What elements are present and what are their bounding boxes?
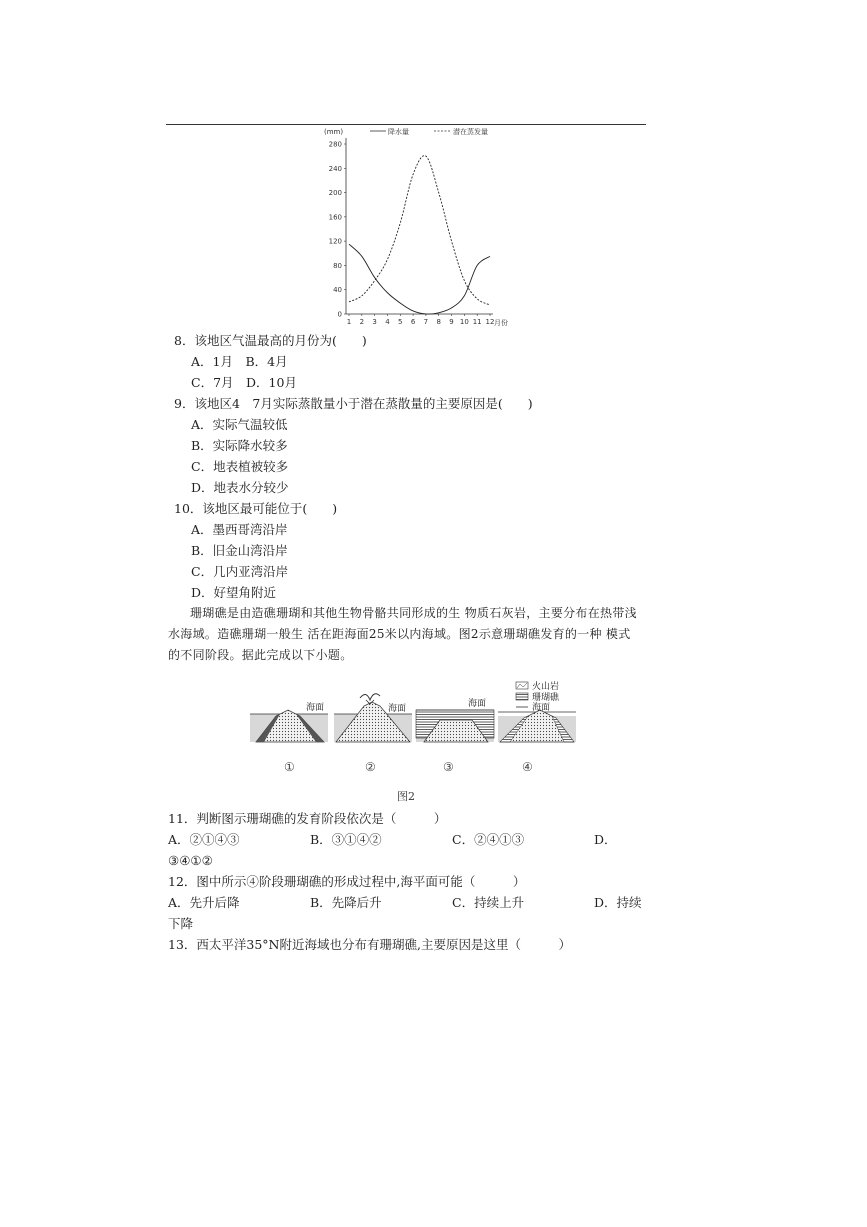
x-tick-label: 2 <box>359 318 365 326</box>
q11-option-d-text[interactable]: ③④①② <box>168 853 213 868</box>
y-tick-label: 280 <box>328 140 342 149</box>
q10-option-c[interactable]: C．几内亚湾沿岸 <box>191 564 289 579</box>
q11-option-c[interactable]: C．②④①③ <box>452 832 525 847</box>
sea-label-2: 海面 <box>388 704 407 714</box>
stage-label-2: ② <box>365 760 376 774</box>
x-tick-label: 5 <box>398 318 403 326</box>
y-tick-label: 200 <box>328 189 342 198</box>
stage-label-1: ① <box>284 760 295 774</box>
q11-option-a[interactable]: A．②①④③ <box>168 832 240 847</box>
x-tick-label: 3 <box>372 318 377 326</box>
x-tick-label: 12 <box>485 318 495 326</box>
q12-option-b[interactable]: B．先降后升 <box>310 895 382 910</box>
q12-option-d[interactable]: D．持续 <box>594 895 642 910</box>
q9-option-d[interactable]: D．地表水分较少 <box>191 480 289 495</box>
sea-label-1: 海面 <box>306 703 325 713</box>
figure-caption: 图2 <box>397 790 415 803</box>
passage-line-3: 的不同阶段。据此完成以下小题。 <box>168 648 353 662</box>
x-tick-label: 7 <box>423 318 429 326</box>
q10-stem: 10．该地区最可能位于( ) <box>174 501 338 516</box>
q12-option-d-text[interactable]: 下降 <box>168 916 194 931</box>
chart-axes <box>329 138 495 326</box>
stage-3-diagram <box>416 697 494 742</box>
q9-option-c[interactable]: C．地表植被较多 <box>191 459 289 474</box>
x-tick-label: 9 <box>449 318 454 326</box>
chart-series <box>349 156 490 314</box>
legend-evap: 潜在蒸发量 <box>453 128 488 136</box>
x-tick-label: 10 <box>459 318 469 326</box>
y-tick-label: 40 <box>333 286 342 295</box>
q10-option-a[interactable]: A．墨西哥湾沿岸 <box>191 522 288 537</box>
q11-option-d[interactable]: D． <box>594 832 617 847</box>
passage-line-2: 水海域。造礁珊瑚一般生 活在距海面25米以内海域。图2示意珊瑚礁发育的一种 模式 <box>168 627 631 641</box>
sea-label-3: 海面 <box>468 699 487 709</box>
y-tick-label: 120 <box>328 237 342 246</box>
q9-stem: 9．该地区4 7月实际蒸散量小于潜在蒸散量的主要原因是( ) <box>174 396 533 411</box>
q11-stem: 11．判断图示珊瑚礁的发育阶段依次是（ ） <box>168 811 447 826</box>
q9-option-b[interactable]: B．实际降水较多 <box>191 438 288 453</box>
series-line-evaporation <box>349 156 490 305</box>
q12-option-c[interactable]: C．持续上升 <box>452 895 525 910</box>
q12-stem: 12．图中所示④阶段珊瑚礁的形成过程中,海平面可能（ ） <box>168 874 526 889</box>
y-tick-label: 0 <box>337 310 342 319</box>
coral-reef-figure <box>248 676 578 746</box>
x-tick-label: 8 <box>436 318 441 326</box>
passage-line-1: 珊瑚礁是由造礁珊瑚和其他生物骨骼共同形成的生 物质石灰岩，主要分布在热带浅 <box>190 606 637 620</box>
x-tick-label: 4 <box>385 318 390 326</box>
q8-options-ab[interactable]: A．1月 B．4月 <box>191 354 288 369</box>
x-tick-label: 1 <box>346 318 352 326</box>
y-tick-label: 240 <box>328 164 342 173</box>
q8-options-cd[interactable]: C．7月 D．10月 <box>191 375 297 390</box>
stage-4-diagram <box>498 680 576 742</box>
legend-sea: 海面 <box>532 703 551 713</box>
series-line-precipitation <box>349 244 490 314</box>
stage-2-diagram <box>334 694 412 742</box>
q10-option-b[interactable]: B．旧金山湾沿岸 <box>191 543 288 558</box>
legend-coral: 珊瑚礁 <box>532 693 560 703</box>
y-tick-label: 160 <box>328 213 342 222</box>
stage-label-4: ④ <box>522 760 533 774</box>
legend-precip: 降水量 <box>388 128 409 136</box>
q8-stem: 8．该地区气温最高的月份为( ) <box>174 333 367 348</box>
climate-chart <box>318 122 518 332</box>
x-tick-label: 11 <box>472 318 482 326</box>
x-axis-label: 月份 <box>494 319 508 327</box>
q12-option-a[interactable]: A．先升后降 <box>168 895 240 910</box>
stage-1-diagram <box>250 701 328 742</box>
coral-passage <box>168 603 648 666</box>
stage-label-3: ③ <box>443 760 454 774</box>
q13-stem: 13．西太平洋35°N附近海域也分布有珊瑚礁,主要原因是这里（ ） <box>168 937 571 952</box>
q11-option-b[interactable]: B．③①④② <box>310 832 382 847</box>
y-unit-label: (mm) <box>324 128 344 136</box>
q9-option-a[interactable]: A．实际气温较低 <box>191 417 288 432</box>
y-tick-label: 80 <box>333 261 342 270</box>
q10-option-d[interactable]: D．好望角附近 <box>191 585 277 600</box>
x-tick-label: 6 <box>410 318 416 326</box>
legend-volcanic: 火山岩 <box>532 682 560 692</box>
